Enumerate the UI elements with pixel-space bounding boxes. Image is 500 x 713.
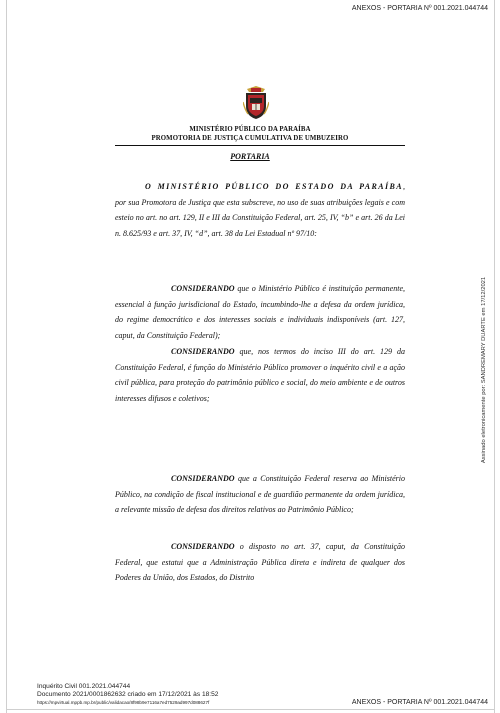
footer-inquiry: Inquérito Civil 001.2021.044744: [37, 683, 131, 690]
org-name-line1: MINISTÉRIO PÚBLICO DA PARAÍBA: [189, 126, 311, 133]
letterhead-divider: [115, 145, 405, 146]
considering-paragraph-3: [115, 471, 405, 518]
document-title: PORTARIA: [230, 152, 270, 161]
org-name-line2: PROMOTORIA DE JUSTIÇA CUMULATIVA DE UMBUZEIRO: [151, 135, 349, 142]
electronic-signature-stamp: [478, 255, 490, 485]
intro-org-name: O MINISTÉRIO PÚBLICO DO ESTADO DA PARAÍBA: [145, 182, 403, 191]
header-annex-label: ANEXOS - PORTARIA Nº 001.2021.044744: [351, 5, 488, 12]
considering-label: CONSIDERANDO: [171, 474, 235, 483]
considering-label: CONSIDERANDO: [171, 284, 235, 293]
considering-text-4: o disposto no art. 37, caput, da Constituição Federal, que estatui que a Administração Pública direta e indireta de qualquer dos Poderes da União, dos Estados, do Distrito: [115, 542, 405, 582]
state-coat-of-arms-icon: [243, 86, 269, 120]
footer-annex-label: ANEXOS - PORTARIA Nº 001.2021.044744: [351, 699, 488, 706]
considering-text-2: que, nos termos do inciso III do art. 129 da Constituição Federal, é função do Ministério Público promover o inquérito civil e a ação civil pública, para proteção do patrimônio público e social, do meio ambiente e de outros interesses difusos e coletivos;: [115, 347, 405, 403]
footer-document-info: Documento 2021/0001862632 criado em 17/12/2021 às 18:52: [37, 691, 219, 698]
considering-paragraph-4: [115, 539, 405, 586]
intro-text: , por sua Promotora de Justiça que esta subscreve, no uso de suas atribuições legais e com esteio no art. no art. 129, II e III da Constituição Federal, art. 25, IV, “b” e art. 26 da Lei n. 8.625/93 e art. 37, IV, “d”, art. 38 da Lei Estadual nº 97/10:: [115, 182, 405, 238]
considering-paragraph-2: [115, 344, 405, 406]
page-border-right: [494, 0, 495, 713]
intro-paragraph: [115, 179, 405, 241]
page-border-bottom: [6, 709, 495, 710]
signature-stamp-text: Assinado eletronicamente por: SANDREMARY DUARTE em 17/12/2021: [481, 276, 487, 464]
considering-text-1: que o Ministério Público é instituição permanente, essencial à função jurisdicional do Estado, incumbindo-lhe a defesa da ordem jurídica, do regime democrático e dos interesses sociais e individuais indisponíveis (art. 127, caput, da Constituição Federal);: [115, 284, 405, 340]
considering-label: CONSIDERANDO: [171, 542, 235, 551]
considering-paragraph-1: [115, 281, 405, 343]
considering-label: CONSIDERANDO: [171, 347, 235, 356]
page-border-left: [6, 0, 7, 713]
footer-validation-url[interactable]: https://mpvirtual.mppb.mp.br/public/validacao/8f98b9e7116a7ed7529ad997d088627f: [37, 700, 210, 705]
considering-text-3: que a Constituição Federal reserva ao Ministério Público, na condição de fiscal institucional e de guardião permanente da ordem jurídica, a relevante missão de defesa dos direitos relativos ao Patrimônio Público;: [115, 474, 405, 514]
